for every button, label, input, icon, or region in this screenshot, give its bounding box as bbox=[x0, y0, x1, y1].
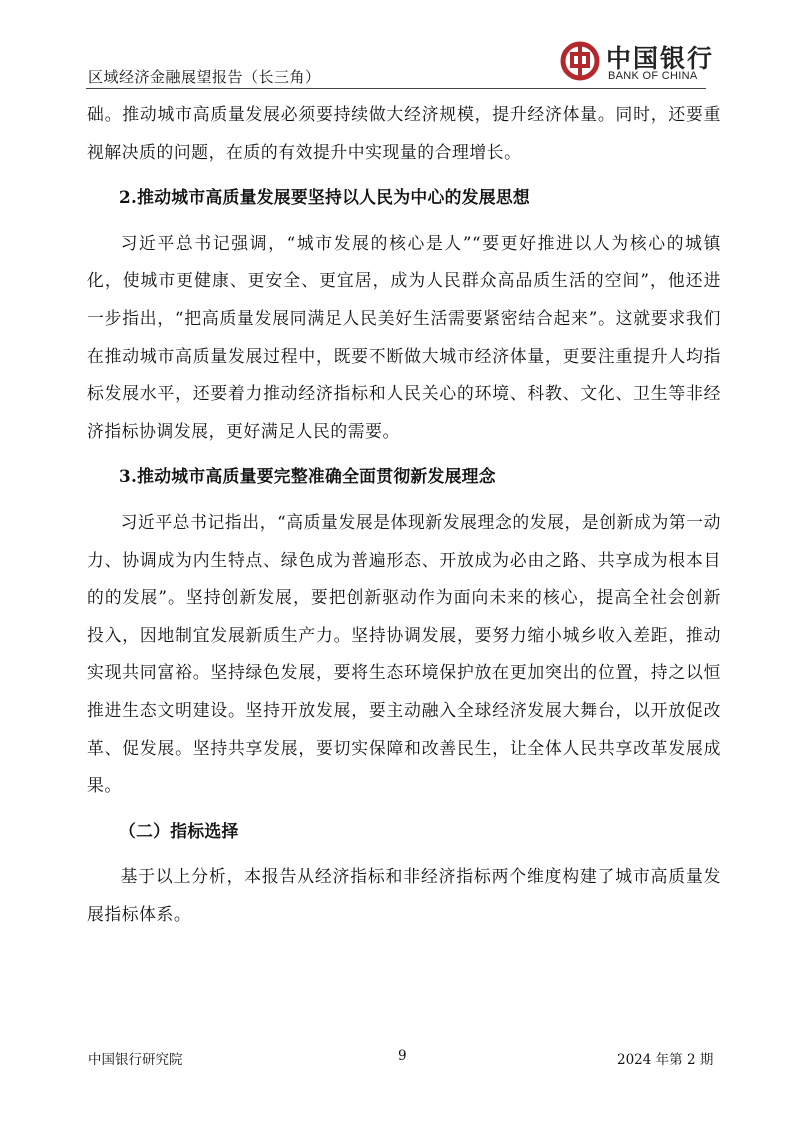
bank-logo bbox=[556, 39, 716, 87]
paragraph-indicator-selection: 基于以上分析，本报告从经济指标和非经济指标两个维度构建了城市高质量发展指标体系。 bbox=[87, 866, 721, 924]
paragraph-people-centered: 习近平总书记强调，“城市发展的核心是人”“要更好推进以人为核心的城镇化，使城市更健康、更安全、更宜居，成为人民群众高品质生活的空间”，他还进一步指出，“把高质量发展同满足人民美好生活需要紧密结合起来”。这就要求我们在推动城市高质量发展过程中，既要不断做大城市经济体量，更要注重提升人均指标发展水平，还要着力推动经济指标和人民关心的环境、科教、文化、卫生等非经济指标协调发展，更好满足人民的需要。 bbox=[87, 232, 721, 441]
heading-2: 2.推动城市高质量发展要坚持以人民为中心的发展思想 bbox=[119, 187, 530, 208]
page-content bbox=[87, 96, 721, 933]
page-number: 9 bbox=[398, 1048, 407, 1064]
bank-of-china-logo-icon bbox=[560, 41, 600, 81]
bank-name-cn: 中国银行 bbox=[606, 44, 715, 73]
page-footer bbox=[0, 1040, 793, 1080]
heading-3: 3.推动城市高质量要完整准确全面贯彻新发展理念 bbox=[119, 466, 496, 487]
page-header bbox=[0, 0, 793, 92]
bank-name-en: BANK OF CHINA bbox=[608, 70, 698, 82]
paragraph-continued: 础。推动城市高质量发展必须要持续做大经济规模，提升经济体量。同时，还要重视解决质的问题，在质的有效提升中实现量的合理增长。 bbox=[87, 104, 721, 162]
header-divider bbox=[86, 88, 706, 89]
issue-number: 2024 年第 2 期 bbox=[617, 1052, 714, 1068]
paragraph-new-development-philosophy: 习近平总书记指出，“高质量发展是体现新发展理念的发展，是创新成为第一动力、协调成为内生特点、绿色成为普遍形态、开放成为必由之路、共享成为根本目的的发展”。坚持创新发展，要把创新驱动作为面向未来的核心，提高全社会创新投入，因地制宜发展新质生产力。坚持协调发展，要努力缩小城乡收入差距，推动实现共同富裕。坚持绿色发展，要将生态环境保护放在更加突出的位置，持之以恒推进生态文明建设。坚持开放发展，要主动融入全球经济发展大舞台，以开放促改革、促发展。坚持共享发展，要切实保障和改善民生，让全体人民共享改革发展成果。 bbox=[87, 511, 721, 796]
section-heading-indicator-selection: （二）指标选择 bbox=[119, 820, 239, 841]
report-title: 区域经济金融展望报告（长三角） bbox=[88, 68, 321, 86]
footer-organization: 中国银行研究院 bbox=[88, 1052, 183, 1068]
